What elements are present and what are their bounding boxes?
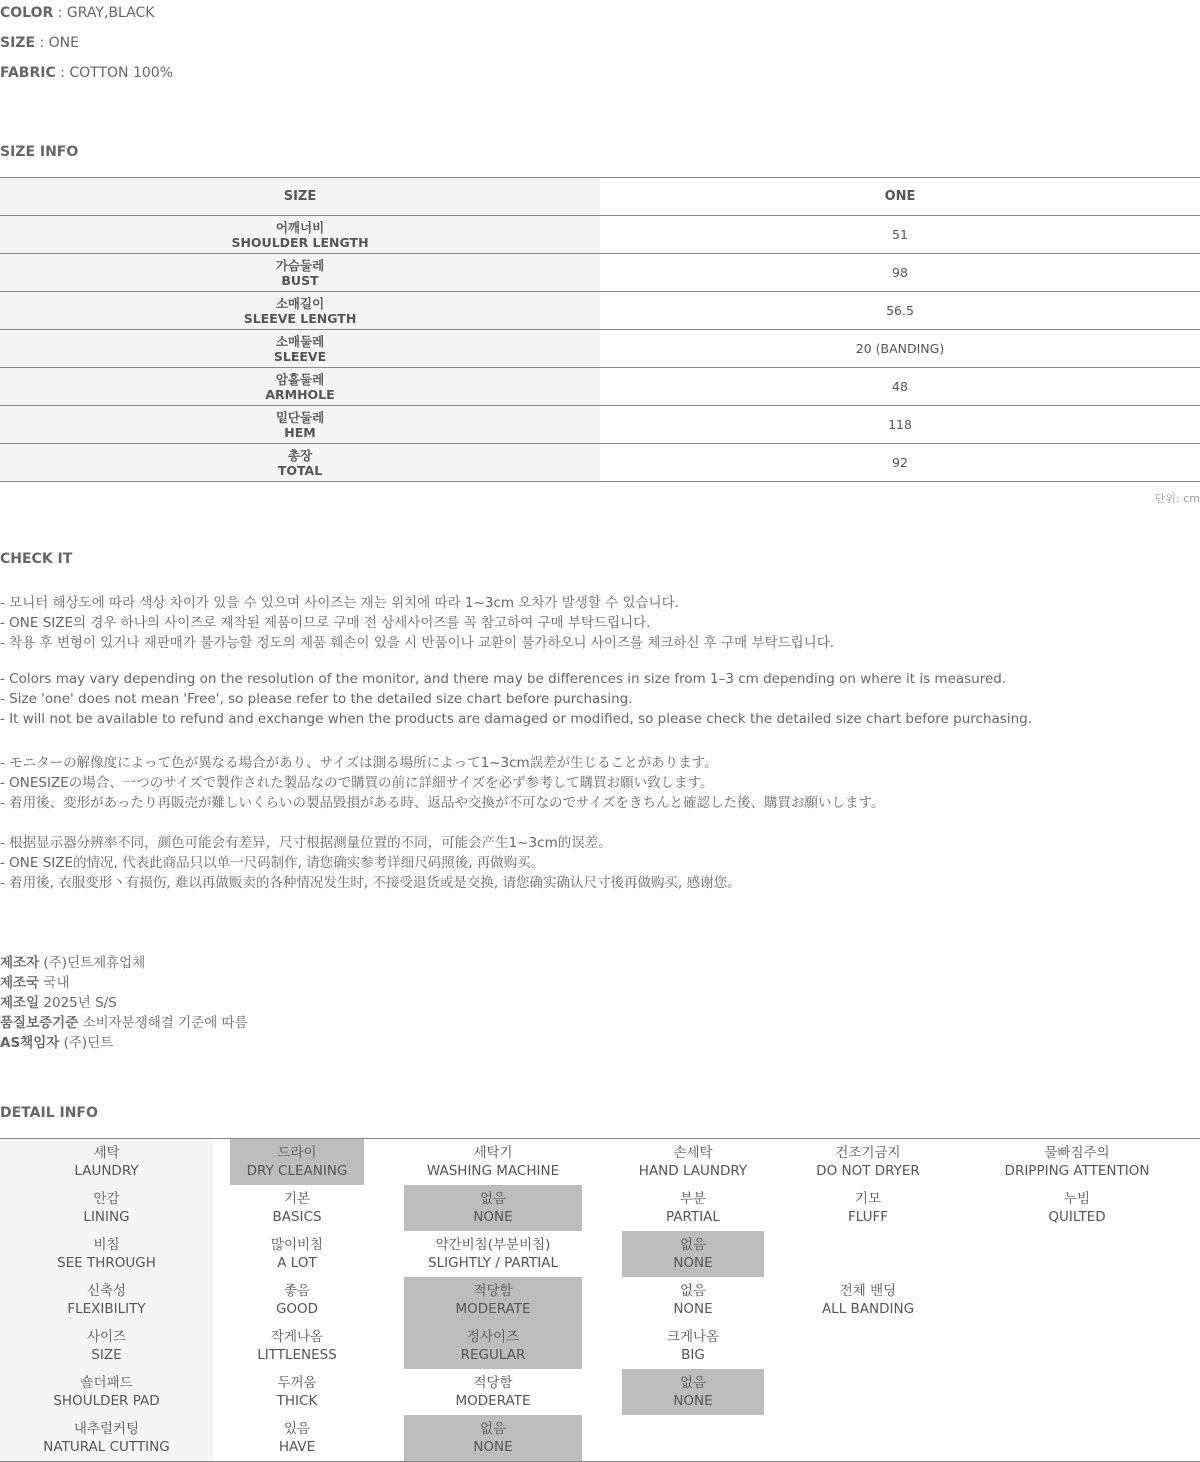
check-line: - 根据显示器分辨率不同，颜色可能会有差异，尺寸根据测量位置的不同，可能会产生1~3cm的误差。 [0,835,612,851]
check-line: - Colors may vary depending on the resolution of the monitor, and there may be differences in size from 1–3 cm depending on where it is measured. [0,671,1007,687]
detail-text-en: QUILTED [1048,1209,1106,1225]
detail-option [404,1231,582,1277]
detail-text-ko: 크게나옴 [666,1329,720,1345]
detail-text-ko: 세탁 [93,1145,120,1161]
size-header-right: ONE [884,189,916,204]
maker-row [0,951,145,971]
check-line: - It will not be available to refund and exchange when the products are damaged or modified, so please check the detailed size chart before purchasing. [0,711,1032,727]
check-line: - ONESIZEの場合、一つのサイズで製作された製品なので購買の前に詳細サイズを必ず参考して購買お願い致します。 [0,775,714,791]
size-label-ko: 가슴둘레 [275,257,325,273]
detail-text-en: SIZE [91,1347,122,1363]
detail-text-ko: 적당함 [473,1375,513,1391]
size-label-ko: 어깨너비 [275,219,325,235]
detail-option-selected [404,1415,582,1461]
detail-text-ko: 적당함 [473,1283,513,1299]
detail-option [404,1139,582,1185]
size-label-en: HEM [284,424,316,440]
detail-text-ko: 물빠짐주의 [1044,1145,1110,1161]
detail-table [0,1138,1200,1462]
unit-note: 단위: cm [1154,492,1200,505]
detail-text-ko: 약간비침(부분비침) [435,1237,551,1253]
detail-text-ko: 사이즈 [86,1329,127,1345]
spec-value: : ONE [35,35,79,51]
maker-value: (주)딘트제휴업체 [39,955,146,971]
detail-option-selected [622,1369,764,1415]
size-label-en: ARMHOLE [265,386,335,402]
detail-text-en: GOOD [275,1301,319,1317]
detail-text-en: LINING [83,1209,130,1225]
table-row [0,330,1200,368]
detail-text-ko: 있음 [283,1421,311,1437]
detail-option [230,1185,364,1231]
maker-label: 제조국 [0,975,40,991]
spec-label: COLOR [0,5,54,21]
size-label-en: SLEEVE LENGTH [243,310,357,326]
size-info-title: SIZE INFO [0,144,79,160]
maker-row [0,991,117,1011]
spec-label: FABRIC [0,65,56,81]
detail-text-ko: 건조기금지 [835,1145,901,1161]
detail-text-en: SLIGHTLY / PARTIAL [428,1255,558,1271]
spec-label: SIZE [0,35,36,51]
detail-text-en: NONE [673,1393,713,1409]
detail-row-label [0,1415,213,1461]
spec-value: : COTTON 100% [55,65,173,81]
detail-text-ko: 비침 [93,1237,120,1253]
detail-info-title: DETAIL INFO [0,1105,98,1121]
detail-text-ko: 기모 [854,1191,882,1207]
detail-text-en: THICK [276,1393,318,1409]
check-line: - ONE SIZE의 경우 하나의 사이즈로 제작된 제품이므로 구매 전 상세사이즈를 꼭 참고하여 구매 부탁드립니다. [0,615,651,631]
detail-text-en: SEE THROUGH [57,1255,156,1271]
size-row-label [0,330,600,367]
size-row-label [0,254,600,291]
detail-row-label [0,1277,213,1323]
detail-text-ko: 없음 [479,1421,507,1437]
detail-text-ko: 없음 [679,1375,707,1391]
detail-text-en: DRY CLEANING [246,1163,348,1179]
detail-text-ko: 없음 [479,1191,507,1207]
spec-value: : GRAY,BLACK [53,5,155,21]
detail-text-en: NONE [473,1209,513,1225]
detail-text-ko: 없음 [679,1283,707,1299]
detail-text-ko: 드라이 [277,1145,317,1161]
size-label-en: SHOULDER LENGTH [231,234,369,250]
detail-text-ko: 작게나옴 [270,1329,324,1345]
size-row-label [0,292,600,329]
maker-row [0,1011,248,1031]
detail-option [622,1323,764,1369]
detail-text-en: SHOULDER PAD [53,1393,160,1409]
size-row-label [0,368,600,405]
maker-value: 소비자분쟁해결 기준에 따름 [78,1015,248,1031]
detail-text-en: A LOT [277,1255,317,1271]
size-row-label [0,216,600,253]
table-row [0,216,1200,254]
detail-row-label [0,1185,213,1231]
detail-row-label [0,1231,213,1277]
detail-row-label [0,1323,213,1369]
detail-text-en: FLEXIBILITY [67,1301,146,1317]
check-line: - 着用後、変形があったり再販売が難しいくらいの製品毀損がある時、返品や交換が不可なのでサイズをきちんと確認した後、購買お願いします。 [0,795,885,811]
detail-text-en: NATURAL CUTTING [43,1439,170,1455]
size-header-left: SIZE [0,178,600,215]
detail-option-selected [404,1323,582,1369]
table-row [0,406,1200,444]
check-line: - ONE SIZE的情况, 代表此商品只以单一尺码制作, 请您确实参考详细尺码照後, 再做购买。 [0,855,545,871]
size-row-value: 20 (BANDING) [855,341,945,356]
detail-option [622,1277,764,1323]
detail-row-label [0,1139,213,1185]
check-line: - モニターの解像度によって色が異なる場合があり、サイズは測る場所によって1~3cm誤差が生じることがあります。 [0,755,718,771]
detail-text-ko: 신축성 [86,1283,127,1299]
detail-text-ko: 세탁기 [473,1145,513,1161]
detail-option [404,1369,582,1415]
check-it-title: CHECK IT [0,551,73,567]
detail-text-ko: 기본 [283,1191,311,1207]
detail-text-en: NONE [673,1301,713,1317]
spec-fabric [0,65,173,81]
detail-option [784,1185,952,1231]
detail-text-en: NONE [673,1255,713,1271]
detail-option-selected [404,1185,582,1231]
size-row-value: 56.5 [886,303,914,318]
detail-text-en: BASICS [272,1209,322,1225]
detail-text-ko: 좋음 [283,1283,311,1299]
detail-text-en: REGULAR [460,1347,526,1363]
maker-label: AS책임자 [0,1035,60,1051]
check-line: - 모니터 해상도에 따라 색상 차이가 있을 수 있으며 사이즈는 재는 위치에 따라 1~3cm 오차가 발생할 수 있습니다. [0,595,679,611]
detail-option [954,1185,1200,1231]
detail-text-en: HAVE [278,1439,316,1455]
spec-color [0,5,154,21]
detail-option [784,1277,952,1323]
detail-option-selected [622,1231,764,1277]
check-line: - 着用後, 衣服变形丶有损伤, 难以再做贩卖的各种情况发生时, 不接受退货或是交换, 请您确实确认尺寸後再做购买, 感谢您。 [0,875,741,891]
size-row-value: 118 [888,417,912,432]
detail-text-en: HAND LAUNDRY [638,1163,748,1179]
detail-text-ko: 많이비침 [270,1237,324,1253]
detail-text-en: NONE [473,1439,513,1455]
check-line: - 착용 후 변형이 있거나 재판매가 불가능할 정도의 제품 훼손이 있을 시 반품이나 교환이 불가하오니 사이즈를 체크하신 후 구매 부탁드립니다. [0,635,835,651]
table-row [0,444,1200,482]
detail-text-en: BIG [681,1347,705,1363]
detail-option [230,1415,364,1461]
detail-text-ko: 전체 밴딩 [839,1283,897,1299]
maker-value: (주)딘트 [59,1035,114,1051]
size-row-label [0,406,600,443]
table-row [0,292,1200,330]
detail-text-ko: 정사이즈 [466,1329,520,1345]
maker-value: 국내 [39,975,70,991]
detail-text-ko: 손세탁 [673,1145,713,1161]
detail-text-en: FLUFF [847,1209,889,1225]
size-table [0,177,1200,482]
detail-text-en: LAUNDRY [74,1163,139,1179]
detail-text-en: WASHING MACHINE [426,1163,560,1179]
maker-label: 제조일 [0,995,40,1011]
detail-text-en: MODERATE [455,1393,531,1409]
check-line: - Size 'one' does not mean 'Free', so please refer to the detailed size chart before purchasing. [0,691,633,707]
detail-option [784,1139,952,1185]
detail-option [230,1231,364,1277]
size-label-en: BUST [281,272,319,288]
size-row-value: 48 [892,379,908,394]
size-label-ko: 총장 [287,447,313,463]
detail-option [230,1323,364,1369]
detail-text-en: PARTIAL [666,1209,720,1225]
detail-text-ko: 숄더패드 [80,1375,133,1391]
detail-text-ko: 누빔 [1063,1191,1091,1207]
size-row-value: 51 [892,227,908,242]
maker-label: 제조자 [0,955,40,971]
size-label-ko: 소매길이 [275,295,325,311]
size-row-label [0,444,600,481]
detail-option [230,1277,364,1323]
size-label-en: TOTAL [277,462,323,478]
detail-text-en: DO NOT DRYER [816,1163,920,1179]
detail-option [954,1139,1200,1185]
size-row-value: 98 [892,265,908,280]
detail-text-ko: 부분 [679,1191,707,1207]
size-row-value: 92 [892,455,908,470]
detail-text-ko: 두꺼움 [277,1375,317,1391]
detail-text-ko: 없음 [679,1237,707,1253]
detail-option [622,1185,764,1231]
size-label-ko: 소매둘레 [275,333,325,349]
size-label-en: SLEEVE [273,348,327,364]
detail-text-en: MODERATE [455,1301,531,1317]
spec-size [0,35,79,51]
detail-text-en: LITTLENESS [257,1347,337,1363]
size-table-header [0,178,1200,216]
table-row [0,254,1200,292]
detail-text-ko: 안감 [93,1191,120,1207]
maker-row [0,971,70,991]
maker-row [0,1031,113,1051]
maker-label: 품질보증기준 [0,1015,79,1031]
detail-row-label [0,1369,213,1415]
detail-option-selected [230,1139,364,1185]
detail-text-en: DRIPPING ATTENTION [1004,1163,1150,1179]
detail-option [622,1139,764,1185]
maker-value: 2025년 S/S [39,995,117,1011]
detail-option-selected [404,1277,582,1323]
size-label-ko: 암홀둘레 [275,371,325,387]
detail-option [230,1369,364,1415]
table-row [0,368,1200,406]
size-label-ko: 밑단둘레 [275,409,325,425]
detail-text-ko: 내추럴커팅 [73,1421,140,1437]
detail-text-en: ALL BANDING [821,1301,915,1317]
